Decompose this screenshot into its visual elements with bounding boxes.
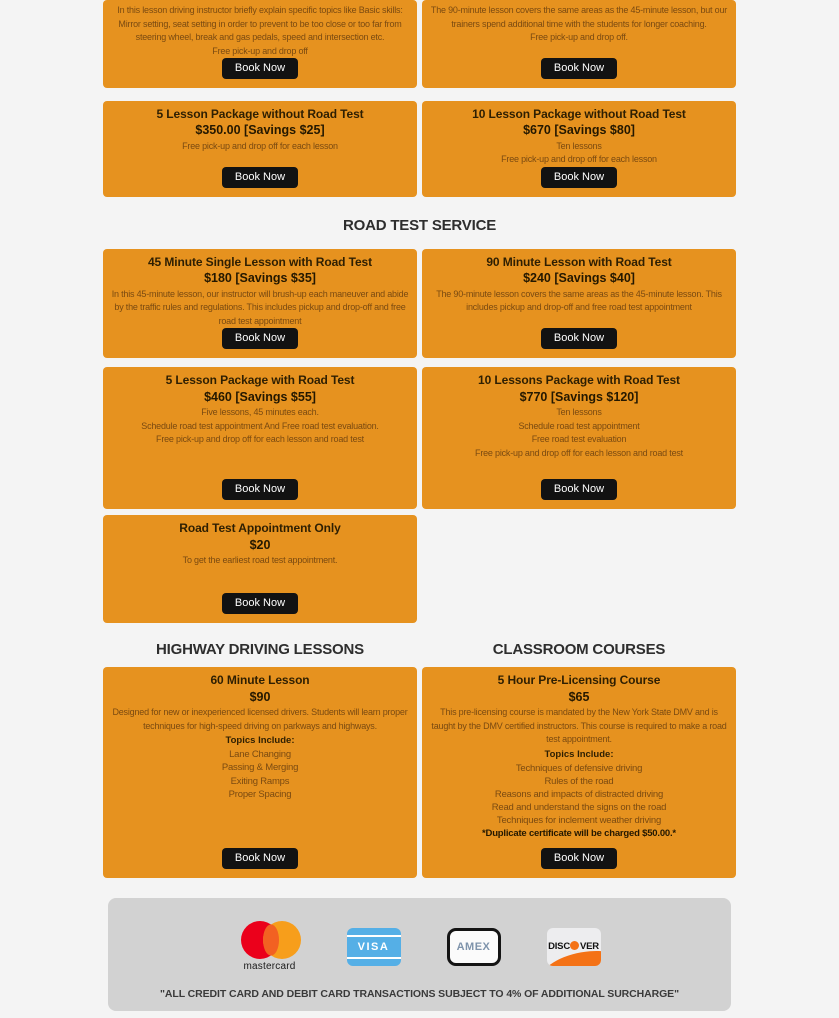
book-now-button[interactable]: Book Now xyxy=(222,848,298,869)
card-60-minute-highway-lesson xyxy=(103,667,417,877)
book-now-button[interactable]: Book Now xyxy=(541,167,617,188)
topics-label: Topics Include: xyxy=(225,735,295,747)
card-price: $90 xyxy=(249,689,271,704)
discover-icon xyxy=(547,928,601,966)
card-5-lesson-package-with-road-test xyxy=(103,367,417,509)
card-title: 10 Lessons Package with Road Test xyxy=(478,373,680,388)
amex-label: AMEX xyxy=(456,940,491,953)
book-now-button[interactable]: Book Now xyxy=(541,479,617,500)
discover-o-circle xyxy=(570,941,579,950)
topics-label: Topics Include: xyxy=(544,748,614,760)
topic-item: Techniques of defensive driving xyxy=(515,762,643,774)
section-heading-highway-driving-lessons: HIGHWAY DRIVING LESSONS xyxy=(156,641,364,659)
card-title: 60 Minute Lesson xyxy=(210,673,310,688)
card-5-hour-pre-licensing-course xyxy=(422,667,736,877)
card-line: Schedule road test appointment xyxy=(518,420,640,431)
book-now-button[interactable]: Book Now xyxy=(222,593,298,614)
topic-item: Passing & Merging xyxy=(221,762,299,774)
card-note: Free pick-up and drop off. xyxy=(530,32,628,42)
discover-label: DISC VER xyxy=(548,941,599,953)
book-now-button[interactable]: Book Now xyxy=(222,328,298,349)
card-description: The 90-minute lesson covers the same areas as the 45-minute lesson. This includes pickup and drop-off and free road test appointment xyxy=(436,288,722,313)
topic-item: Rules of the road xyxy=(544,775,614,787)
card-price: $180 [Savings $35] xyxy=(204,271,316,286)
pricing-content xyxy=(103,0,736,878)
card-basic-lesson xyxy=(103,0,417,88)
card-5-lesson-package-without-road-test xyxy=(103,101,417,197)
surcharge-note: "ALL CREDIT CARD AND DEBIT CARD TRANSACTIONS SUBJECT TO 4% OF ADDITIONAL SURCHARGE" xyxy=(160,987,679,1000)
card-line: Free pick-up and drop off for each lesson and road test xyxy=(156,434,364,445)
card-line: Schedule road test appointment And Free road test evaluation. xyxy=(141,420,379,431)
card-line: Five lessons, 45 minutes each. xyxy=(201,407,319,418)
payment-icons-row xyxy=(108,918,731,976)
pricing-row xyxy=(103,667,736,877)
card-price: $65 xyxy=(568,689,590,704)
card-road-test-appointment-only xyxy=(103,515,417,623)
book-now-button[interactable]: Book Now xyxy=(222,479,298,500)
book-now-button[interactable]: Book Now xyxy=(222,58,298,79)
book-now-button[interactable]: Book Now xyxy=(541,58,617,79)
card-note: Free pick-up and drop off xyxy=(212,45,308,56)
card-line: Ten lessons xyxy=(556,407,602,418)
card-description: In this lesson driving instructor briefly explain specific topics like Basic skills: Mirror setting, seat setting in order to prevent to be too close or too far from steering wheel, break and gas pedals, speed and intersection etc. xyxy=(117,5,403,42)
pricing-row xyxy=(103,367,736,509)
amex-icon xyxy=(447,928,501,966)
card-price: $770 [Savings $120] xyxy=(519,389,639,404)
duplicate-certificate-note: *Duplicate certificate will be charged $50.00.* xyxy=(482,828,676,840)
card-line: Free road test evaluation xyxy=(531,434,627,445)
topic-item: Exiting Ramps xyxy=(230,775,290,787)
card-description: The 90-minute lesson covers the same areas as the 45-minute lesson, but our trainers spend additional time with the students for longer coaching. xyxy=(430,5,728,29)
topic-item: Techniques for inclement weather driving xyxy=(496,815,662,827)
card-line: Free pick-up and drop off for each lesson and road test xyxy=(475,447,683,458)
section-heading-road-test-service: ROAD TEST SERVICE xyxy=(342,217,497,235)
card-title: 45 Minute Single Lesson with Road Test xyxy=(147,255,372,270)
topic-item: Proper Spacing xyxy=(228,788,292,800)
card-10-lessons-package-with-road-test xyxy=(422,367,736,509)
card-title: 5 Hour Pre-Licensing Course xyxy=(497,673,661,688)
topic-item: Read and understand the signs on the road xyxy=(491,802,667,814)
card-price: $240 [Savings $40] xyxy=(523,271,635,286)
topic-item: Reasons and impacts of distracted driving xyxy=(494,789,664,801)
visa-icon xyxy=(347,928,401,966)
card-description: This pre-licensing course is mandated by the New York State DMV and is taught by the DMV certified instructors. This course is required to make a road test appointment. xyxy=(431,707,727,745)
topic-item: Lane Changing xyxy=(229,749,291,761)
pricing-row xyxy=(103,101,736,197)
card-90-minute-lesson xyxy=(422,0,736,88)
card-price: $20 xyxy=(249,537,271,552)
book-now-button[interactable]: Book Now xyxy=(541,328,617,349)
card-line: Free pick-up and drop off for each lesson xyxy=(501,154,657,165)
card-10-lesson-package-without-road-test xyxy=(422,101,736,197)
card-line: Free pick-up and drop off for each lesson xyxy=(182,140,338,151)
card-line: Ten lessons xyxy=(556,140,602,151)
card-90-minute-lesson-with-road-test xyxy=(422,249,736,358)
card-price: $670 [Savings $80] xyxy=(523,123,635,138)
card-title: 90 Minute Lesson with Road Test xyxy=(486,255,672,270)
card-title: 5 Lesson Package without Road Test xyxy=(156,107,364,122)
pricing-row xyxy=(103,249,736,358)
card-title: 10 Lesson Package without Road Test xyxy=(472,107,686,122)
card-title: 5 Lesson Package with Road Test xyxy=(165,373,355,388)
pricing-row xyxy=(103,515,736,623)
pricing-row xyxy=(103,0,736,88)
card-title: Road Test Appointment Only xyxy=(179,521,341,536)
card-line: To get the earliest road test appointment. xyxy=(182,555,338,566)
mastercard-icon xyxy=(239,921,301,972)
book-now-button[interactable]: Book Now xyxy=(222,167,298,188)
card-price: $350.00 [Savings $25] xyxy=(195,123,325,138)
mastercard-circles xyxy=(239,921,301,961)
payment-footer xyxy=(108,898,731,1011)
card-description: In this 45-minute lesson, our instructor will brush-up each maneuver and abide by the traffic rules and regulations. This includes pickup and drop-off and free road test appointment xyxy=(111,288,409,326)
mastercard-label: mastercard xyxy=(243,961,296,973)
section-headings-row xyxy=(103,639,736,660)
visa-label: VISA xyxy=(357,940,390,953)
section-heading-classroom-courses: CLASSROOM COURSES xyxy=(492,641,666,659)
card-description: Designed for new or inexperienced licensed drivers. Students will learn proper techniques for high-speed driving on parkways and highways. xyxy=(112,707,408,731)
card-45-minute-single-lesson-with-road-test xyxy=(103,249,417,358)
card-price: $460 [Savings $55] xyxy=(204,389,316,404)
book-now-button[interactable]: Book Now xyxy=(541,848,617,869)
